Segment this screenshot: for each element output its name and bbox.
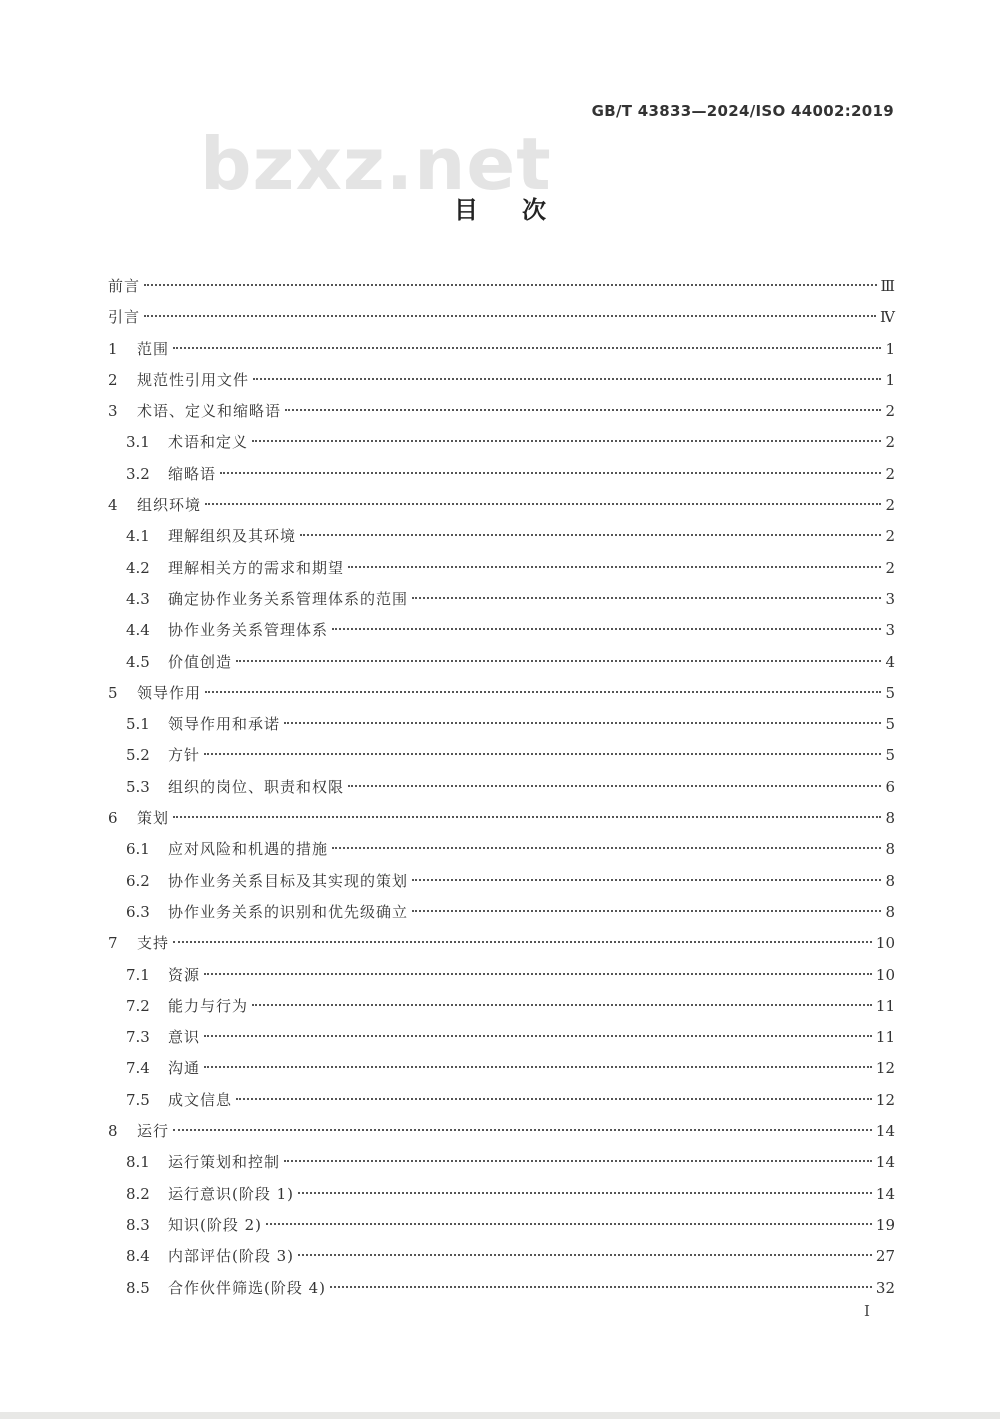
toc-leader-dots bbox=[204, 1066, 872, 1068]
toc-entry-number: 7.2 bbox=[126, 996, 150, 1015]
toc-entry-page: Ⅳ bbox=[880, 308, 895, 327]
toc-leader-dots bbox=[205, 503, 881, 505]
toc-entry[interactable] bbox=[108, 615, 895, 646]
toc-entry[interactable] bbox=[108, 709, 895, 740]
toc-entry-page: 3 bbox=[885, 589, 895, 608]
toc-entry-page: 5 bbox=[885, 715, 895, 734]
toc-entry-label: 术语和定义 bbox=[168, 433, 249, 452]
toc-leader-dots bbox=[144, 315, 876, 317]
toc-entry-number: 4.3 bbox=[126, 589, 150, 608]
toc-entry[interactable] bbox=[108, 772, 895, 803]
toc-leader-dots bbox=[236, 1098, 872, 1100]
toc-entry-page: 2 bbox=[885, 402, 895, 421]
toc-entry-label: 运行意识(阶段 1) bbox=[168, 1184, 295, 1203]
table-of-contents bbox=[108, 271, 895, 1304]
toc-leader-dots bbox=[252, 1004, 872, 1006]
toc-entry-page: 2 bbox=[885, 464, 895, 483]
toc-entry-number: 8.1 bbox=[126, 1153, 150, 1172]
toc-entry-number: 8.3 bbox=[126, 1215, 150, 1234]
toc-entry-label: 运行 bbox=[137, 1122, 170, 1141]
toc-entry[interactable] bbox=[108, 365, 895, 396]
toc-leader-dots bbox=[284, 1160, 872, 1162]
toc-leader-dots bbox=[330, 1286, 872, 1288]
toc-entry-label: 资源 bbox=[168, 965, 201, 984]
toc-entry-label: 运行策划和控制 bbox=[168, 1153, 281, 1172]
toc-entry-label: 理解相关方的需求和期望 bbox=[168, 558, 345, 577]
toc-entry-page: 14 bbox=[875, 1153, 895, 1172]
toc-entry-label: 协作业务关系管理体系 bbox=[168, 621, 329, 640]
toc-entry[interactable] bbox=[108, 427, 895, 458]
toc-entry[interactable] bbox=[108, 740, 895, 771]
toc-entry-page: 5 bbox=[885, 746, 895, 765]
toc-entry-number: 7 bbox=[108, 934, 118, 953]
toc-entry-page: 11 bbox=[875, 1028, 895, 1047]
toc-entry-number: 3 bbox=[108, 402, 118, 421]
page-bottom-edge bbox=[0, 1412, 1000, 1419]
toc-entry-page: 11 bbox=[875, 996, 895, 1015]
toc-entry-label: 能力与行为 bbox=[168, 996, 249, 1015]
toc-entry-label: 知识(阶段 2) bbox=[168, 1215, 263, 1234]
toc-entry-page: 12 bbox=[875, 1090, 895, 1109]
toc-entry-label: 支持 bbox=[137, 934, 170, 953]
toc-leader-dots bbox=[298, 1192, 872, 1194]
toc-entry[interactable] bbox=[108, 1241, 895, 1272]
toc-entry[interactable] bbox=[108, 459, 895, 490]
page-number: I bbox=[864, 1302, 870, 1320]
toc-leader-dots bbox=[144, 284, 877, 286]
toc-entry-page: 1 bbox=[885, 339, 895, 358]
toc-entry-page: 2 bbox=[885, 433, 895, 452]
toc-entry[interactable] bbox=[108, 866, 895, 897]
toc-entry-number: 3.2 bbox=[126, 464, 150, 483]
toc-leader-dots bbox=[332, 847, 881, 849]
toc-entry-label: 理解组织及其环境 bbox=[168, 527, 297, 546]
toc-leader-dots bbox=[173, 1129, 872, 1131]
toc-leader-dots bbox=[220, 472, 881, 474]
toc-entry-number: 5 bbox=[108, 683, 118, 702]
toc-entry-label: 策划 bbox=[137, 809, 170, 828]
toc-entry[interactable] bbox=[108, 1116, 895, 1147]
toc-leader-dots bbox=[412, 910, 881, 912]
toc-entry-number: 8.2 bbox=[126, 1184, 150, 1203]
toc-entry-label: 组织环境 bbox=[137, 496, 202, 515]
toc-entry-page: 3 bbox=[885, 621, 895, 640]
toc-leader-dots bbox=[285, 409, 881, 411]
toc-leader-dots bbox=[173, 941, 872, 943]
toc-entry-number: 5.3 bbox=[126, 777, 150, 796]
toc-entry-label: 范围 bbox=[137, 339, 170, 358]
toc-entry-number: 3.1 bbox=[126, 433, 150, 452]
toc-entry-label: 价值创造 bbox=[168, 652, 233, 671]
toc-entry-page: 8 bbox=[885, 902, 895, 921]
toc-entry-number: 6.1 bbox=[126, 840, 150, 859]
toc-entry[interactable] bbox=[108, 1147, 895, 1178]
toc-leader-dots bbox=[253, 378, 881, 380]
toc-entry-label: 沟通 bbox=[168, 1059, 201, 1078]
toc-entry-number: 5.1 bbox=[126, 715, 150, 734]
toc-entry-label: 应对风险和机遇的措施 bbox=[168, 840, 329, 859]
toc-entry-page: Ⅲ bbox=[880, 277, 895, 295]
toc-entry-label: 内部评估(阶段 3) bbox=[168, 1247, 295, 1266]
toc-leader-dots bbox=[298, 1254, 872, 1256]
toc-entry[interactable] bbox=[108, 396, 895, 427]
toc-entry-number: 7.5 bbox=[126, 1090, 150, 1109]
toc-leader-dots bbox=[412, 879, 881, 881]
toc-entry-number: 7.3 bbox=[126, 1028, 150, 1047]
toc-leader-dots bbox=[266, 1223, 872, 1225]
toc-entry[interactable] bbox=[108, 490, 895, 521]
toc-entry[interactable] bbox=[108, 1273, 895, 1304]
toc-entry[interactable] bbox=[108, 1210, 895, 1241]
toc-entry-label: 协作业务关系的识别和优先级确立 bbox=[168, 902, 409, 921]
standard-code: GB/T 43833—2024/ISO 44002:2019 bbox=[591, 102, 894, 120]
toc-entry[interactable] bbox=[108, 334, 895, 365]
toc-entry-number: 1 bbox=[108, 339, 118, 358]
toc-entry[interactable] bbox=[108, 1179, 895, 1210]
toc-leader-dots bbox=[252, 440, 881, 442]
toc-entry-page: 8 bbox=[885, 871, 895, 890]
toc-entry-page: 1 bbox=[885, 370, 895, 389]
toc-entry-label: 引言 bbox=[108, 308, 141, 327]
toc-entry-label: 组织的岗位、职责和权限 bbox=[168, 777, 345, 796]
toc-leader-dots bbox=[236, 660, 881, 662]
toc-leader-dots bbox=[173, 816, 881, 818]
toc-entry-page: 8 bbox=[885, 809, 895, 828]
toc-entry-label: 协作业务关系目标及其实现的策划 bbox=[168, 871, 409, 890]
toc-entry-number: 2 bbox=[108, 370, 118, 389]
toc-entry-label: 领导作用 bbox=[137, 683, 202, 702]
toc-entry-page: 12 bbox=[875, 1059, 895, 1078]
toc-entry-label: 意识 bbox=[168, 1028, 201, 1047]
toc-leader-dots bbox=[205, 691, 881, 693]
toc-entry[interactable] bbox=[108, 678, 895, 709]
toc-leader-dots bbox=[348, 566, 881, 568]
page-title: 目次 bbox=[454, 196, 590, 224]
toc-entry-page: 10 bbox=[875, 965, 895, 984]
toc-entry-page: 2 bbox=[885, 496, 895, 515]
toc-entry[interactable] bbox=[108, 271, 895, 302]
toc-entry[interactable] bbox=[108, 1085, 895, 1116]
toc-entry-number: 8 bbox=[108, 1122, 118, 1141]
toc-entry[interactable] bbox=[108, 1022, 895, 1053]
toc-entry-label: 缩略语 bbox=[168, 464, 217, 483]
toc-entry[interactable] bbox=[108, 302, 895, 333]
toc-entry-label: 领导作用和承诺 bbox=[168, 715, 281, 734]
toc-entry[interactable] bbox=[108, 803, 895, 834]
toc-leader-dots bbox=[204, 1035, 872, 1037]
toc-entry[interactable] bbox=[108, 960, 895, 991]
toc-entry-number: 4.4 bbox=[126, 621, 150, 640]
toc-entry-page: 32 bbox=[875, 1278, 895, 1297]
toc-entry[interactable] bbox=[108, 928, 895, 959]
toc-entry-number: 4.1 bbox=[126, 527, 150, 546]
toc-entry-label: 合作伙伴筛选(阶段 4) bbox=[168, 1278, 327, 1297]
toc-entry-number: 5.2 bbox=[126, 746, 150, 765]
toc-entry-number: 6.2 bbox=[126, 871, 150, 890]
toc-entry-page: 2 bbox=[885, 558, 895, 577]
toc-leader-dots bbox=[284, 722, 881, 724]
toc-leader-dots bbox=[173, 347, 881, 349]
toc-entry-page: 8 bbox=[885, 840, 895, 859]
toc-entry-page: 14 bbox=[875, 1122, 895, 1141]
toc-entry[interactable] bbox=[108, 991, 895, 1022]
toc-entry-page: 19 bbox=[875, 1215, 895, 1234]
toc-entry-number: 4.5 bbox=[126, 652, 150, 671]
toc-entry-label: 确定协作业务关系管理体系的范围 bbox=[168, 589, 409, 608]
toc-entry-page: 6 bbox=[885, 777, 895, 796]
toc-entry-number: 8.5 bbox=[126, 1278, 150, 1297]
toc-entry[interactable] bbox=[108, 584, 895, 615]
toc-leader-dots bbox=[332, 628, 881, 630]
toc-entry-number: 8.4 bbox=[126, 1247, 150, 1266]
toc-entry-page: 10 bbox=[875, 934, 895, 953]
toc-entry-label: 成文信息 bbox=[168, 1090, 233, 1109]
toc-leader-dots bbox=[348, 785, 881, 787]
toc-leader-dots bbox=[204, 973, 872, 975]
toc-entry-page: 4 bbox=[885, 652, 895, 671]
toc-entry-number: 4 bbox=[108, 496, 118, 515]
toc-entry[interactable] bbox=[108, 1053, 895, 1084]
toc-entry[interactable] bbox=[108, 834, 895, 865]
toc-leader-dots bbox=[204, 753, 881, 755]
toc-entry-page: 14 bbox=[875, 1184, 895, 1203]
toc-entry-number: 6.3 bbox=[126, 902, 150, 921]
toc-entry-label: 术语、定义和缩略语 bbox=[137, 402, 282, 421]
toc-entry-label: 方针 bbox=[168, 746, 201, 765]
toc-entry-label: 前言 bbox=[108, 277, 141, 295]
toc-entry-page: 2 bbox=[885, 527, 895, 546]
toc-entry-page: 27 bbox=[875, 1247, 895, 1266]
toc-entry[interactable] bbox=[108, 897, 895, 928]
toc-entry-page: 5 bbox=[885, 683, 895, 702]
toc-entry-number: 6 bbox=[108, 809, 118, 828]
toc-leader-dots bbox=[300, 534, 881, 536]
toc-entry[interactable] bbox=[108, 647, 895, 678]
toc-entry-number: 7.4 bbox=[126, 1059, 150, 1078]
toc-entry[interactable] bbox=[108, 553, 895, 584]
toc-entry-label: 规范性引用文件 bbox=[137, 370, 250, 389]
toc-leader-dots bbox=[412, 597, 881, 599]
toc-entry-number: 7.1 bbox=[126, 965, 150, 984]
watermark: bzxz.net bbox=[200, 122, 552, 206]
toc-entry-number: 4.2 bbox=[126, 558, 150, 577]
toc-entry[interactable] bbox=[108, 521, 895, 552]
